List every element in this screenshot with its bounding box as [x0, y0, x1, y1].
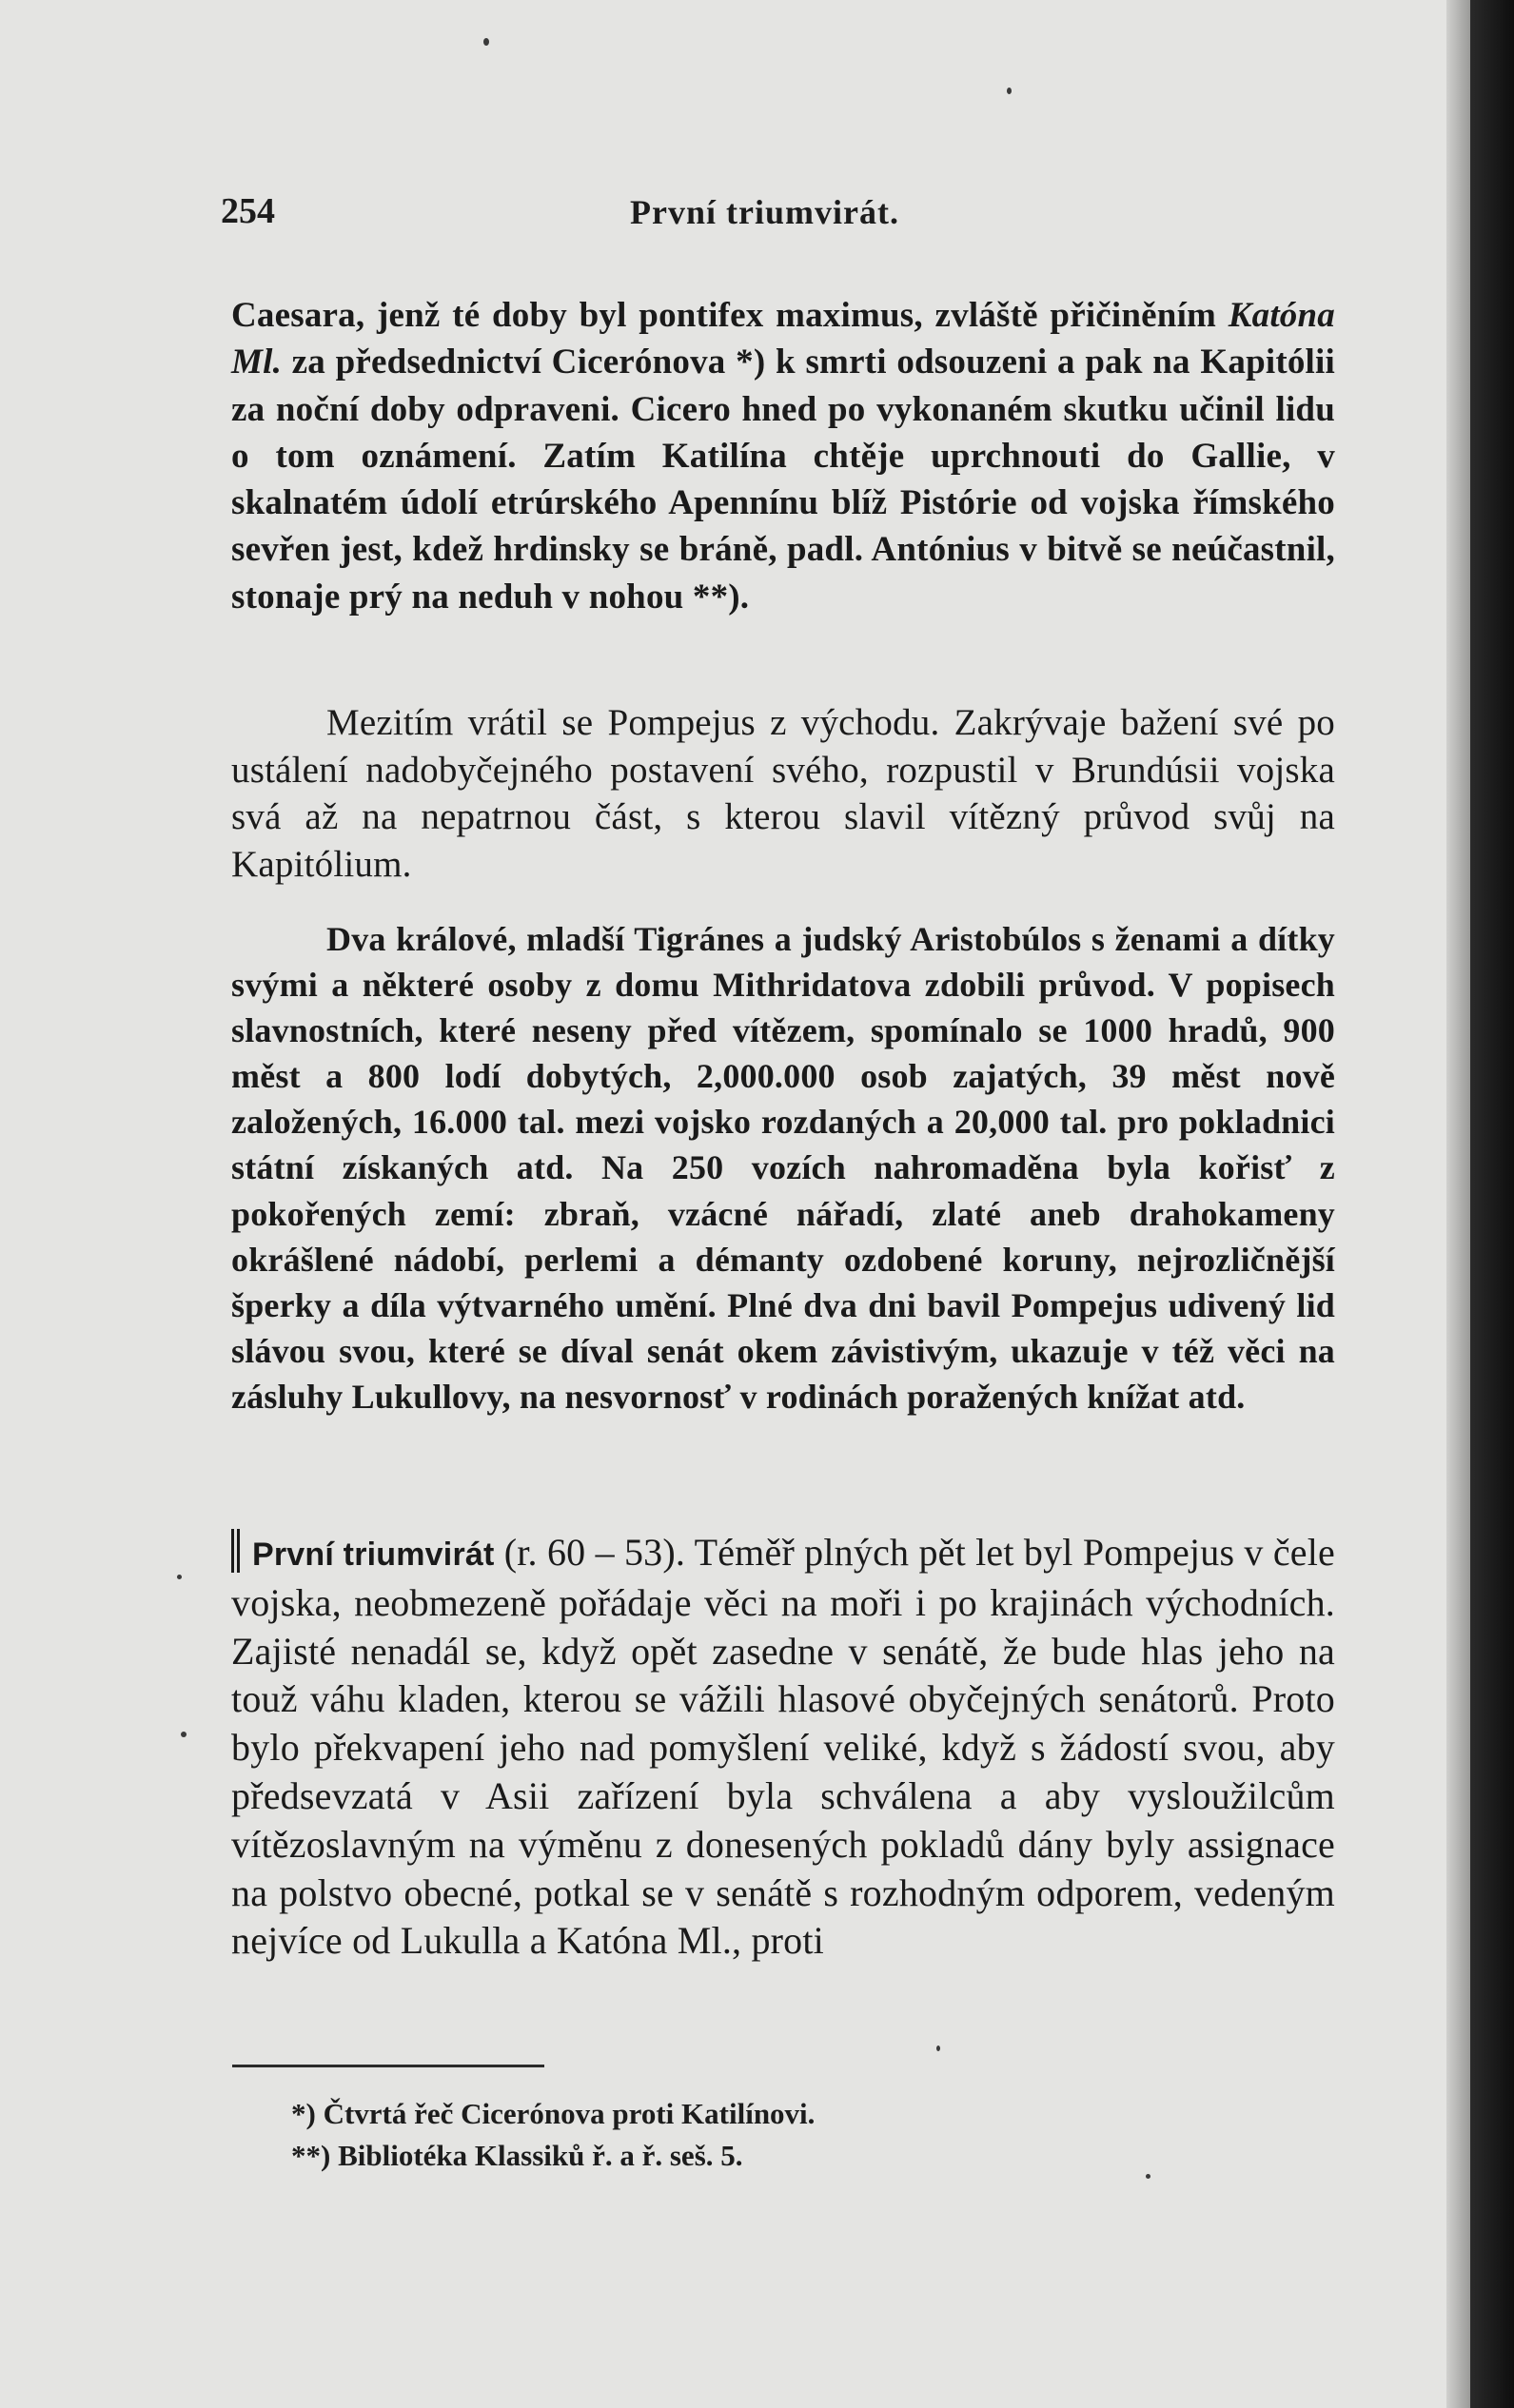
paper-speck [177, 1575, 182, 1579]
footnote-rule [232, 2065, 544, 2067]
paper-speck [936, 2046, 940, 2051]
paragraph-1-start: Caesara, jenž té doby byl pontifex maximus, zvláště přičiněním [231, 296, 1229, 335]
paper-speck [1146, 2174, 1150, 2179]
paper-speck [181, 1732, 187, 1737]
paragraph-3: Dva králové, mladší Tigránes a judský Aristobúlos s ženami a dítky svými a některé osoby z domu Mithridatova zdobili průvod. V popisech slavnostních, které neseny před vítězem, spomínalo se 1000 hradů, 900 měst a 800 lodí dobytých, 2,000.000 osob zajatých, 39 měst nově založených, 16.000 tal. mezi vojsko rozdaných a 20,000 tal. pro pokladnici státní získaných atd. Na 250 vozích nahromaděna byla kořisť z pokořených zemí: zbraň, vzácné nářadí, zlaté aneb drahokameny okrášlené nádobí, perlemi a démanty ozdobené koruny, nejrozličnější šperky a díla výtvarného umění. Plné dva dni bavil Pompejus udivený lid slávou svou, které se díval senát okem závistivým, ukazuje v též věci na zásluhy Lukullovy, na nesvornosť v rodinách poražených knížat atd. [231, 920, 1335, 1416]
paragraph-4-text: (r. 60 – 53). Téměř plných pět let byl Pompejus v čele vojska, neobmezeně pořádaje věci na moři i po krajinách východních. Zajisté nenadál se, když opět zasedne v senátě, že bude hlas jeho na touž váhu kladen, kterou se vážili hlasové obyčejných senátorů. Proto bylo překvapení jeho nad pomyšlení veliké, když s žádostí svou, aby předsevzatá v Asii zařízení byla schválena a aby vysloužilcům vítězoslavným na výměnu z donesených pokladů dány byly assignace na polstvo obecné, potkal se v senátě s rozhodným odporem, vedeným nejvíce od Lukulla a Katóna Ml., proti [231, 1531, 1336, 1963]
paragraph-1-italic: Katóna Ml. [231, 296, 1335, 382]
paragraph-1-rest: za předsednictví Cicerónova *) k smrti odsouzeni a pak na Kapitólii za noční doby odpraveni. Cicero hned po vykonaném skutku učinil lidu o tom oznámení. Zatím Katilína chtěje uprchnouti do Gallie, v skalnatém údolí etrúrského Apennínu blíž Pistórie od vojska římského sevřen jest, kdež hrdinsky se bráně, padl. Antónius v bitvě se neúčastnil, stonaje prý na neduh v nohou **). [231, 343, 1335, 617]
running-title: První triumvirát. [630, 193, 899, 231]
section-heading: První triumvirát [252, 1537, 495, 1573]
footnote-1: *) Čtvrtá řeč Cicerónova proti Katilínovi. [291, 2097, 816, 2130]
page-header [221, 190, 1342, 247]
paragraph-4 [231, 1529, 1335, 1966]
page-edge [1470, 0, 1514, 2408]
footnotes [291, 2093, 1148, 2177]
page-gutter-shadow [1446, 0, 1470, 2408]
paragraph-1 [231, 292, 1335, 620]
paragraph-2: Mezitím vrátil se Pompejus z východu. Zakrývaje bažení své po ustálení nadobyčejného postavení svého, rozpustil v Brundúsii vojska svá až na nepatrnou část, s kterou slavil vítězný průvod svůj na Kapitólium. [231, 702, 1335, 885]
paper-speck [483, 38, 489, 46]
section-mark [231, 1529, 252, 1577]
footnote-2: **) Bibliotéka Klassiků ř. a ř. seš. 5. [291, 2139, 743, 2172]
page-number: 254 [221, 191, 275, 231]
paper-speck [1007, 88, 1012, 94]
